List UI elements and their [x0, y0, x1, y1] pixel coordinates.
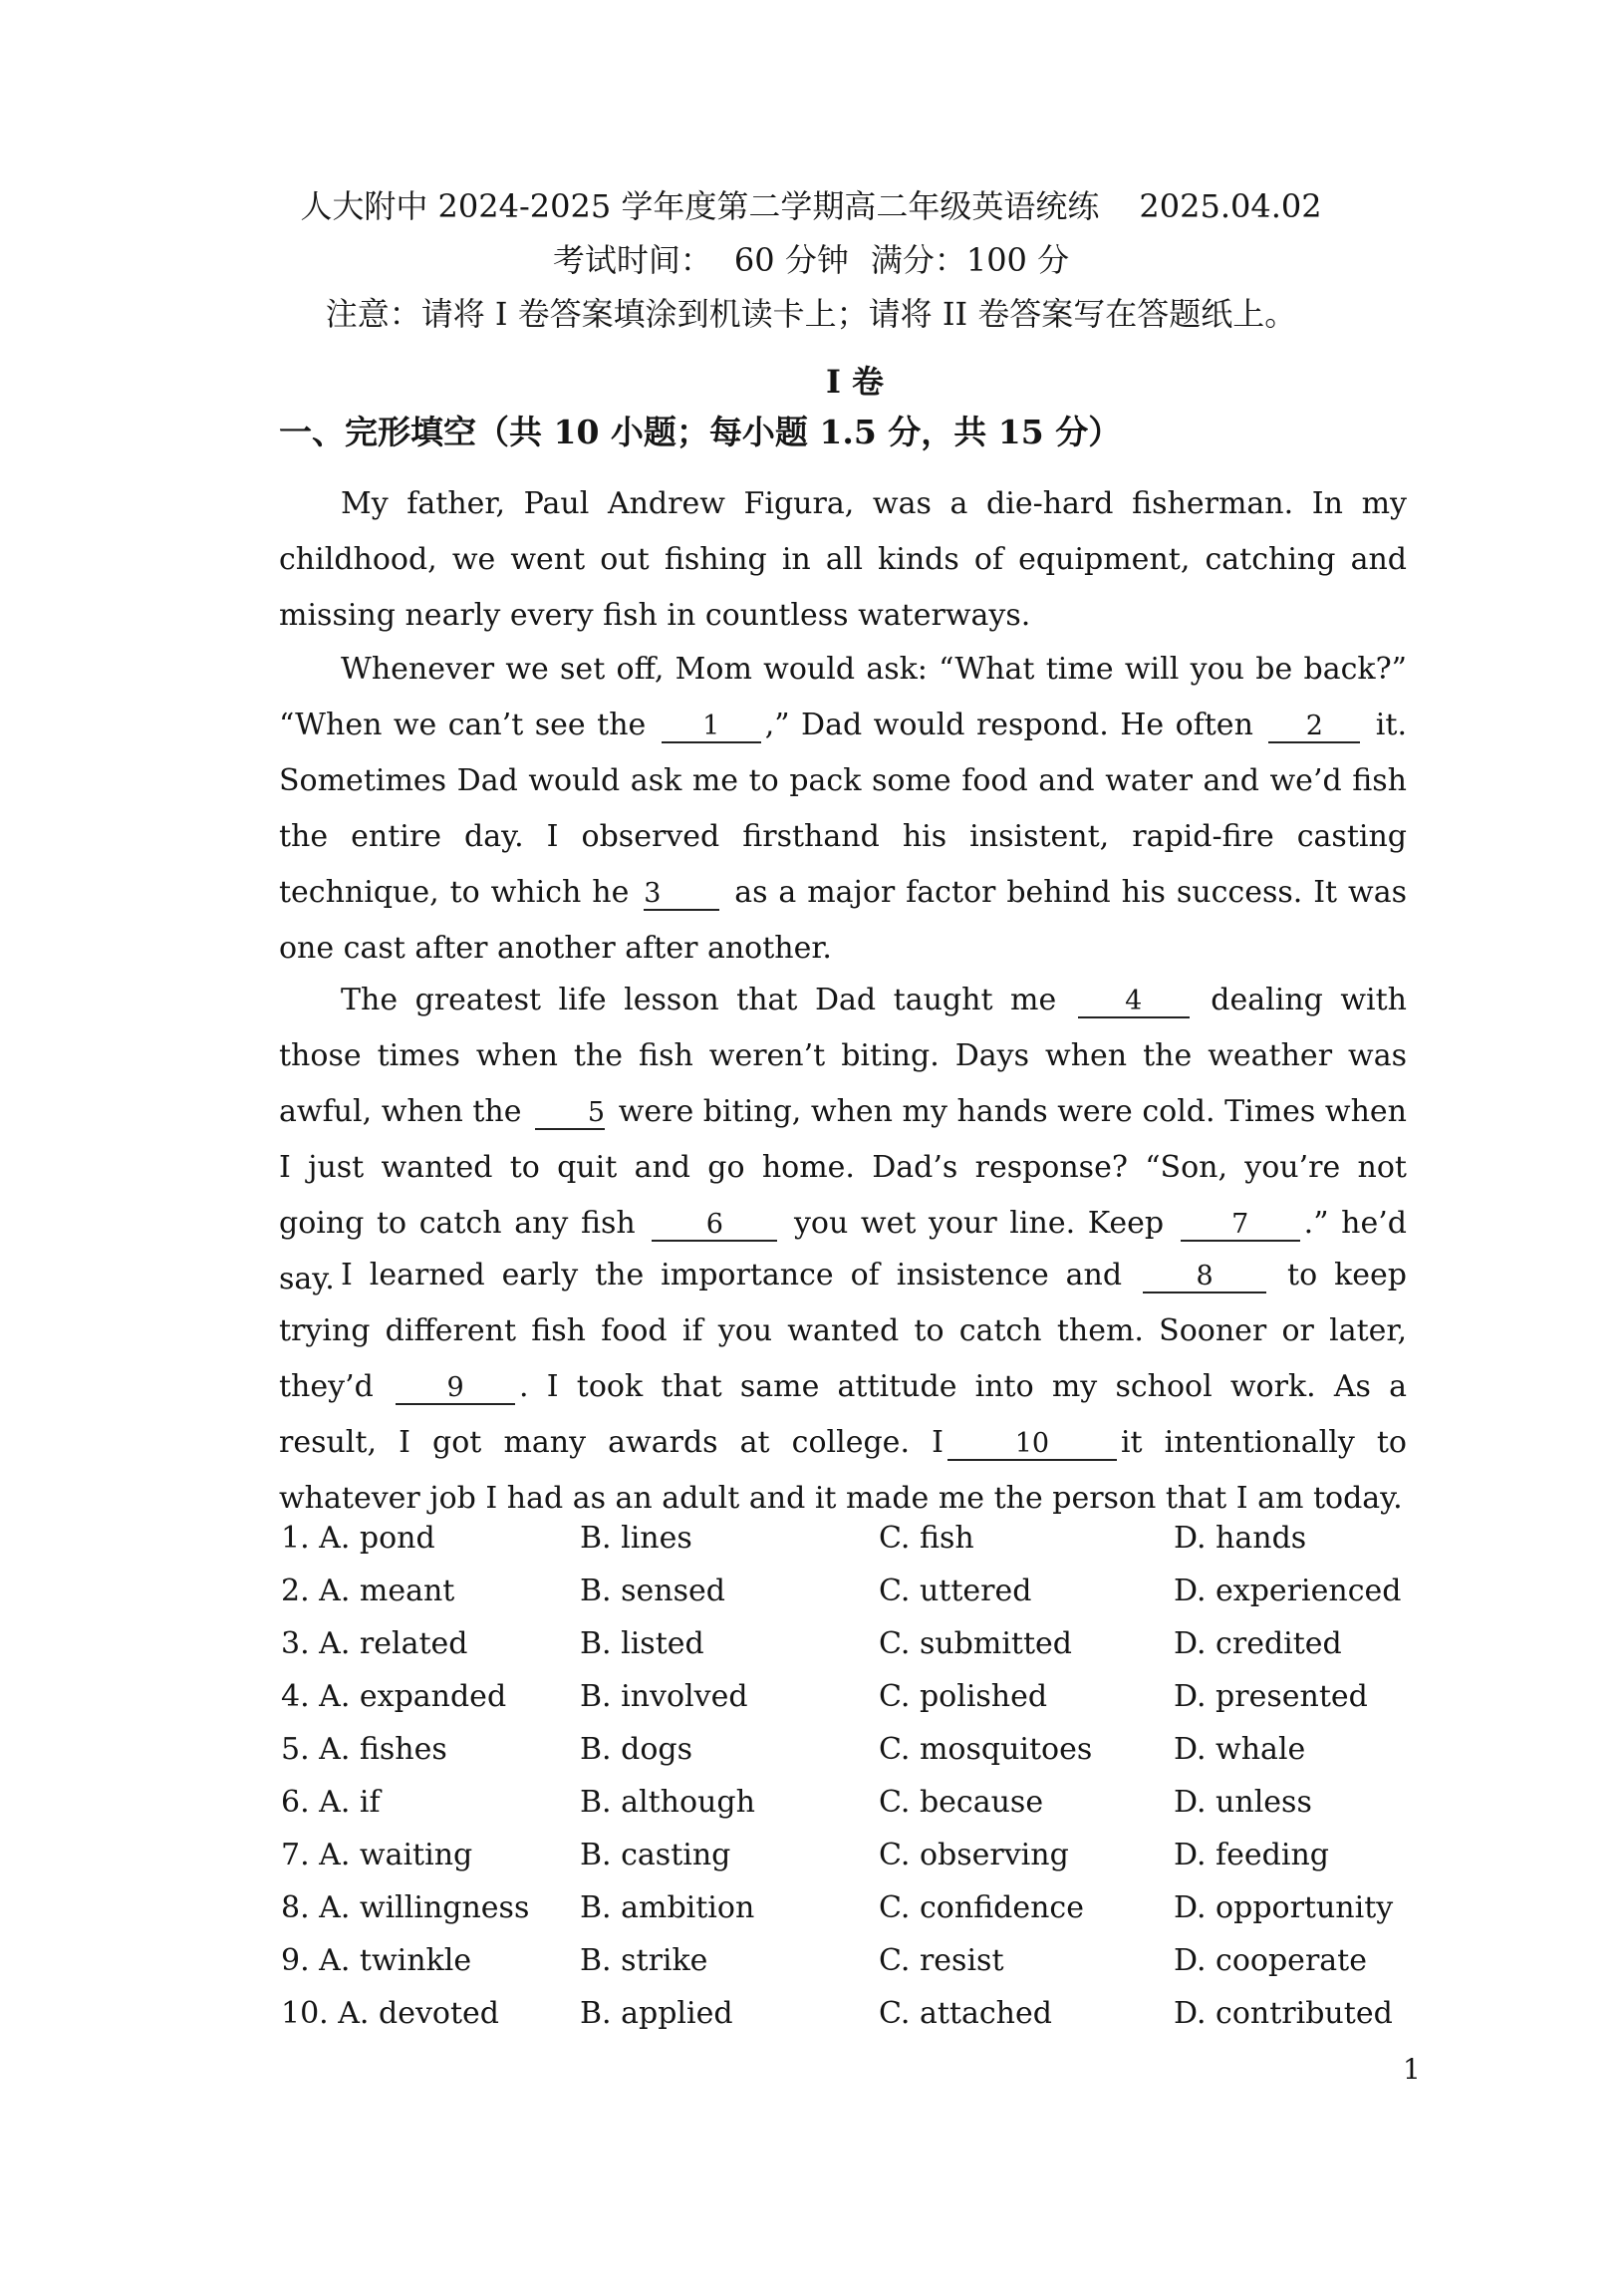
blank-1: 1	[662, 712, 761, 743]
option-a: 1. A. pond	[281, 1521, 435, 1556]
option-b: B. listed	[580, 1626, 704, 1661]
option-b: B. lines	[580, 1521, 692, 1556]
option-a: 8. A. willingness	[281, 1890, 530, 1925]
passage-paragraph-2	[279, 642, 1407, 977]
blank-8: 8	[1143, 1262, 1266, 1293]
option-d: D. cooperate	[1174, 1943, 1367, 1978]
blank-9: 9	[396, 1373, 515, 1405]
passage-paragraph-1: My father, Paul Andrew Figura, was a die-hard fisherman. In my childhood, we went out fishing in all kinds of equipment, catching and missing nearly every fish in countless waterways.	[279, 486, 1407, 633]
passage-text: .” he’d say.	[279, 1206, 1407, 1296]
option-b: B. dogs	[580, 1732, 692, 1767]
option-b: B. casting	[580, 1838, 731, 1872]
exam-date: 2025.04.02	[1139, 187, 1322, 225]
passage-paragraph-4	[279, 1248, 1407, 1527]
option-d: D. hands	[1174, 1521, 1307, 1556]
option-a: 3. A. related	[281, 1626, 468, 1661]
option-b: B. although	[580, 1785, 755, 1820]
blank-3: 3	[644, 879, 719, 911]
option-a: 7. A. waiting	[281, 1838, 473, 1872]
option-c: C. resist	[879, 1943, 1004, 1978]
option-c: C. mosquitoes	[879, 1732, 1093, 1767]
blank-10: 10	[947, 1429, 1117, 1461]
option-a: 6. A. if	[281, 1785, 381, 1820]
option-b: B. ambition	[580, 1890, 755, 1925]
option-a: 2. A. meant	[281, 1574, 455, 1608]
option-c: C. uttered	[879, 1574, 1032, 1608]
option-d: D. whale	[1174, 1732, 1306, 1767]
blank-2: 2	[1268, 712, 1360, 743]
option-d: D. experienced	[1174, 1574, 1402, 1608]
option-b: B. sensed	[580, 1574, 725, 1608]
option-c: C. confidence	[879, 1890, 1084, 1925]
exam-title: 人大附中 2024-2025 学年度第二学期高二年级英语统练	[300, 187, 1100, 225]
option-c: C. because	[879, 1785, 1044, 1820]
option-d: D. credited	[1174, 1626, 1342, 1661]
passage-text: ,” Dad would respond. He often	[764, 708, 1253, 742]
passage-text: I learned early the importance of insistence and	[341, 1258, 1123, 1292]
passage-text: Whenever we set off, Mom would ask: “What time will you be back?” “When we can’t see the	[279, 652, 1407, 742]
option-c: C. polished	[879, 1679, 1048, 1714]
passage-text: to keep trying different fish food if you wanted to catch them. Sooner or later, they’d	[279, 1258, 1407, 1404]
option-b: B. applied	[580, 1996, 733, 2031]
option-c: C. observing	[879, 1838, 1069, 1872]
volume-heading: I 卷	[825, 363, 885, 401]
passage-text: it. Sometimes Dad would ask me to pack some food and water and we’d fish the entire day. I observed firsthand his insistent, rapid-fire casting technique, to which he	[279, 708, 1407, 910]
exam-time-label: 考试时间：	[552, 241, 712, 279]
blank-4: 4	[1078, 987, 1190, 1018]
passage-text: were biting, when my hands were cold. Times when I just wanted to quit and go home. Dad’s response? “Son, you’re not going to catch any fish	[279, 1094, 1407, 1241]
option-a: 5. A. fishes	[281, 1732, 447, 1767]
option-c: C. submitted	[879, 1626, 1072, 1661]
blank-5: 5	[535, 1098, 605, 1130]
option-b: B. strike	[580, 1943, 708, 1978]
passage-text: you wet your line. Keep	[793, 1206, 1165, 1241]
passage-text: . I took that same attitude into my school work. As a result, I got many awards at college. I	[279, 1369, 1407, 1460]
option-a: 9. A. twinkle	[281, 1943, 472, 1978]
section-heading: 一、完形填空（共 10 小题；每小题 1.5 分，共 15 分）	[279, 413, 1122, 451]
exam-title-line	[0, 181, 1622, 227]
exam-info-line	[0, 235, 1622, 281]
option-b: B. involved	[580, 1679, 748, 1714]
exam-score: 满分：100 分	[870, 241, 1070, 279]
passage-text: dealing with those times when the fish weren’t biting. Days when the weather was awful, when the	[279, 983, 1408, 1129]
passage-text: The greatest life lesson that Dad taught me	[341, 983, 1057, 1017]
page-number: 1	[1403, 2053, 1421, 2086]
blank-7: 7	[1181, 1210, 1300, 1242]
option-d: D. unless	[1174, 1785, 1312, 1820]
option-a: 10. A. devoted	[281, 1996, 499, 2031]
passage-text: as a major factor behind his success. It was one cast after another after another.	[279, 875, 1407, 966]
option-d: D. contributed	[1174, 1996, 1393, 2031]
blank-6: 6	[652, 1210, 777, 1242]
option-c: C. fish	[879, 1521, 974, 1556]
option-c: C. attached	[879, 1996, 1052, 2031]
option-d: D. presented	[1174, 1679, 1368, 1714]
exam-time-value: 60 分钟	[733, 241, 849, 279]
option-d: D. feeding	[1174, 1838, 1329, 1872]
exam-notice: 注意：请将 I 卷答案填涂到机读卡上；请将 II 卷答案写在答题纸上。	[325, 295, 1297, 333]
passage-text: it intentionally to whatever job I had as an adult and it made me the person that I am today.	[279, 1425, 1407, 1516]
option-d: D. opportunity	[1174, 1890, 1394, 1925]
option-a: 4. A. expanded	[281, 1679, 507, 1714]
